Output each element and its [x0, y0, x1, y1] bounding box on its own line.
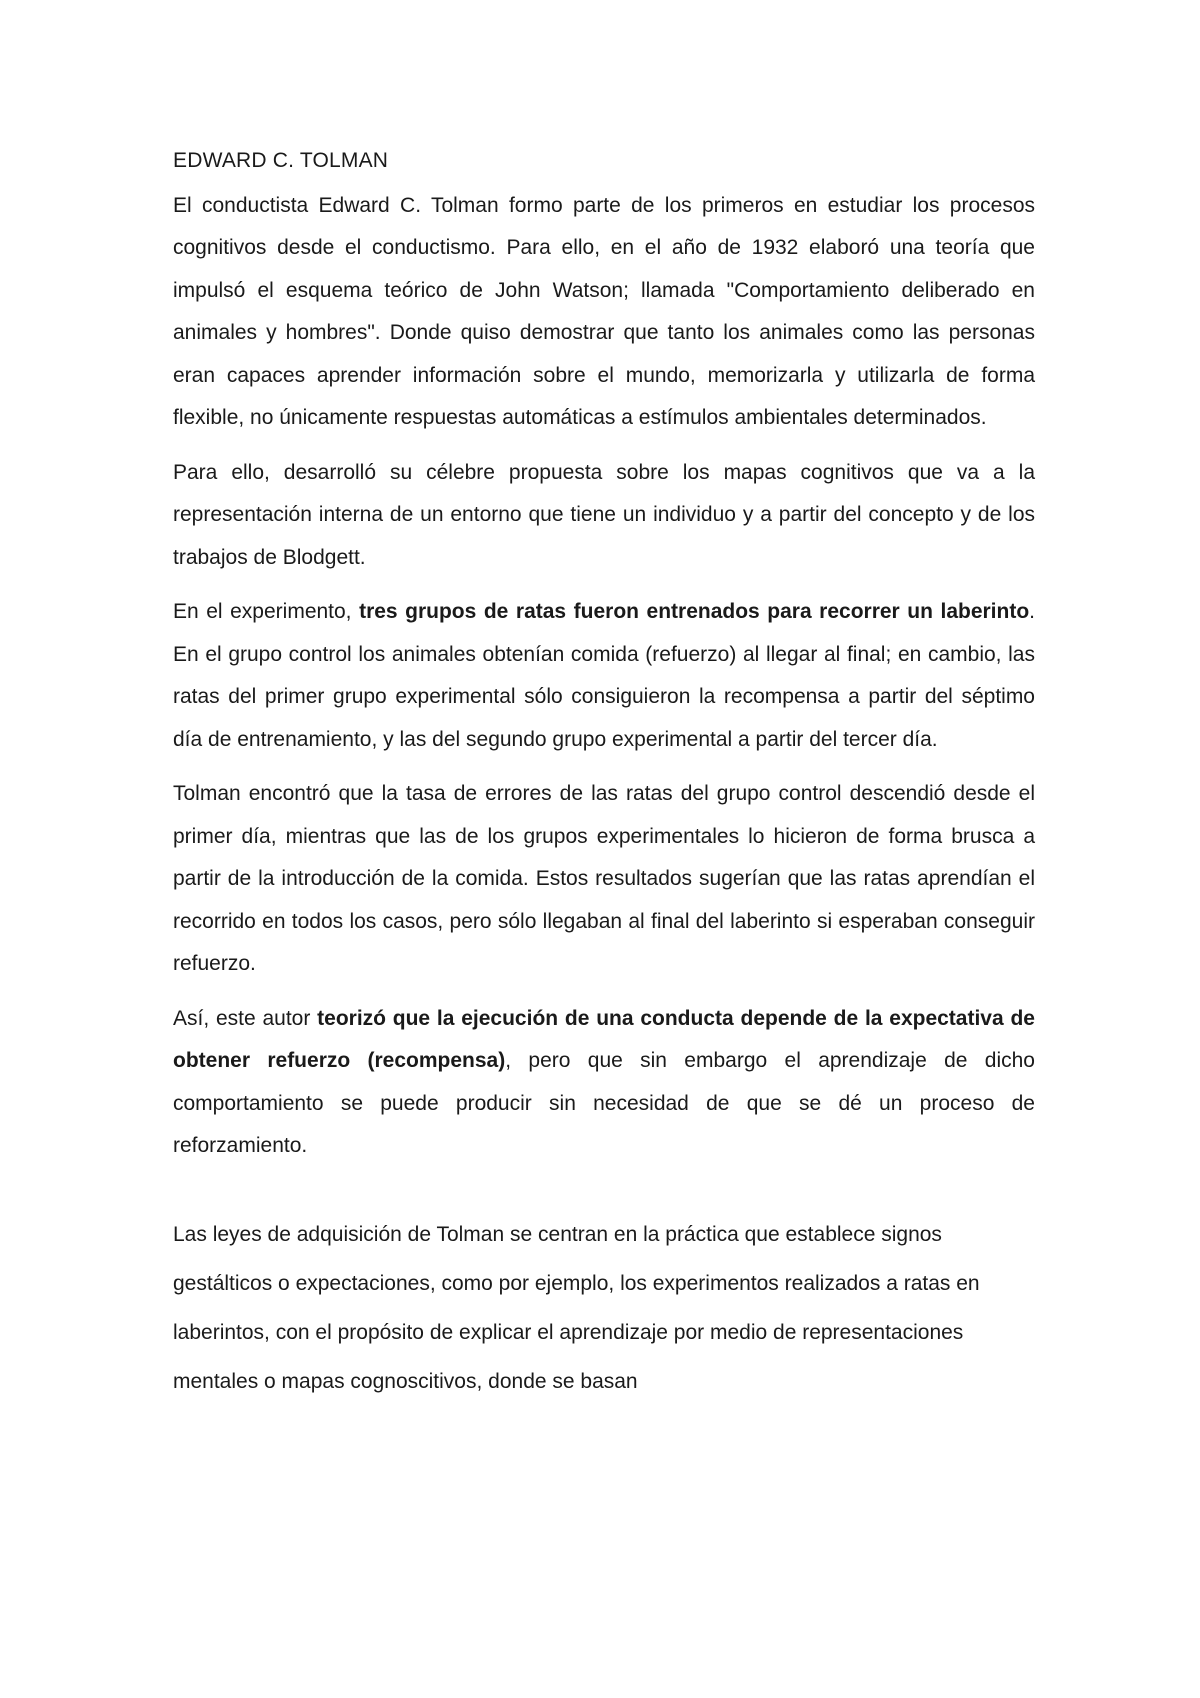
paragraph-experiment-rest: . En el grupo control los animales obtenían comida (refuerzo) al llegar al final; en cambio, las ratas del primer grupo experimental sólo consiguieron la recompensa a partir del séptimo día de entrenamiento, y las del segundo grupo experimental a partir del tercer día.	[173, 600, 1036, 751]
paragraph-acquisition-laws: Las leyes de adquisición de Tolman se centran en la práctica que establece signos gestálticos o expectaciones, como por ejemplo, los experimentos realizados a ratas en laberintos, con el propósito de explicar el aprendizaje por medio de representaciones mentales o mapas cognoscitivos, donde se basan	[173, 1222, 980, 1393]
paragraph-theory-lead: Así, este autor	[173, 1006, 318, 1030]
document-body	[173, 140, 1035, 1406]
paragraph-gap	[173, 1180, 1035, 1210]
paragraph-experiment-bold: tres grupos de ratas fueron entrenados para recorrer un laberinto	[359, 600, 1030, 623]
paragraph-theory	[173, 998, 1035, 1168]
document-title: EDWARD C. TOLMAN	[173, 149, 389, 172]
paragraph-theory-bold: teorizó que la ejecución de una conducta depende de la expectativa de obtener refuerzo (recompensa)	[173, 1006, 1035, 1072]
paragraph-intro: El conductista Edward C. Tolman formo parte de los primeros en estudiar los procesos cognitivos desde el conductismo. Para ello, en el año de 1932 elaboró una teoría que impulsó el esquema teórico de John Watson; llamada "Comportamiento deliberado en animales y hombres". Donde quiso demostrar que tanto los animales como las personas eran capaces aprender información sobre el mundo, memorizarla y utilizarla de forma flexible, no únicamente respuestas automáticas a estímulos ambientales determinados.	[173, 193, 1035, 429]
paragraph-theory-rest: , pero que sin embargo el aprendizaje de dicho comportamiento se puede producir sin necesidad de que se dé un proceso de reforzamiento.	[173, 1049, 1035, 1157]
paragraph-experiment-lead: En el experimento,	[173, 600, 360, 623]
paragraph-results: Tolman encontró que la tasa de errores de las ratas del grupo control descendió desde el primer día, mientras que las de los grupos experimentales lo hicieron de forma brusca a partir de la introducción de la comida. Estos resultados sugerían que las ratas aprendían el recorrido en todos los casos, pero sólo llegaban al final del laberinto si esperaban conseguir refuerzo.	[173, 782, 1035, 975]
paragraph-cognitive-maps: Para ello, desarrolló su célebre propuesta sobre los mapas cognitivos que va a la representación interna de un entorno que tiene un individuo y a partir del concepto y de los trabajos de Blodgett.	[173, 460, 1035, 569]
paragraph-experiment	[173, 591, 1035, 761]
